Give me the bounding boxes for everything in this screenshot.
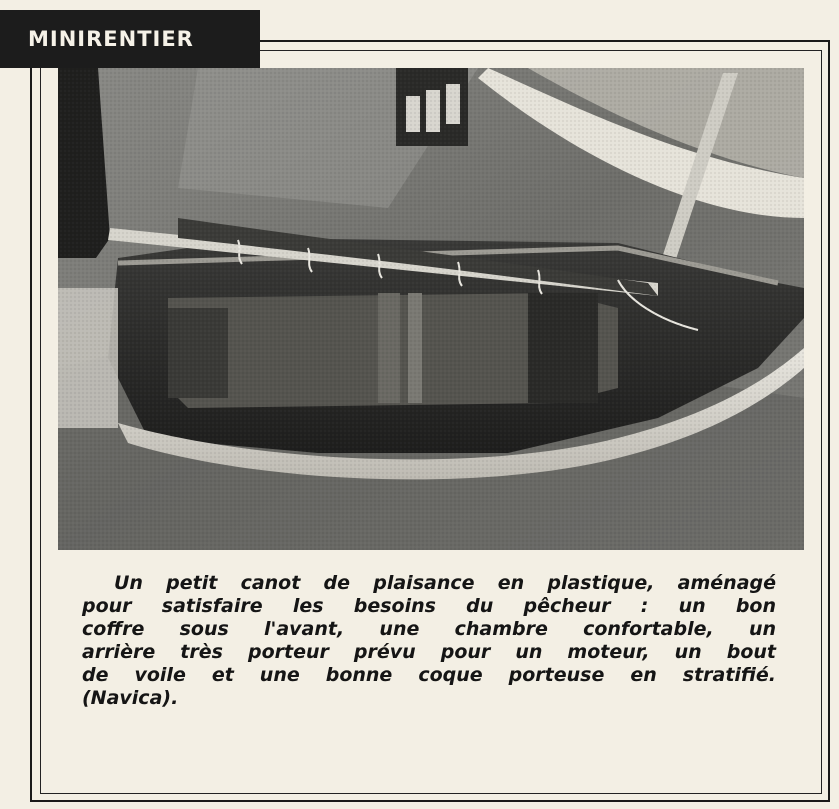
photo-caption xyxy=(82,572,776,710)
boat-photo xyxy=(58,68,804,550)
caption-line: pour satisfaire les besoins du pêcheur : un bon xyxy=(82,595,776,617)
caption-line: de voile et une bonne coque porteuse en stratifié. xyxy=(82,664,776,686)
caption-line: (Navica). xyxy=(82,687,179,709)
section-header xyxy=(0,10,260,68)
section-header-label: MINIRENTIER xyxy=(28,27,194,51)
caption-line: arrière très porteur prévu pour un moteur, un bout xyxy=(82,641,776,663)
caption-line: coffre sous l'avant, une chambre confortable, un xyxy=(82,618,776,640)
caption-line: Un petit canot de plaisance en plastique, aménagé xyxy=(114,572,776,594)
